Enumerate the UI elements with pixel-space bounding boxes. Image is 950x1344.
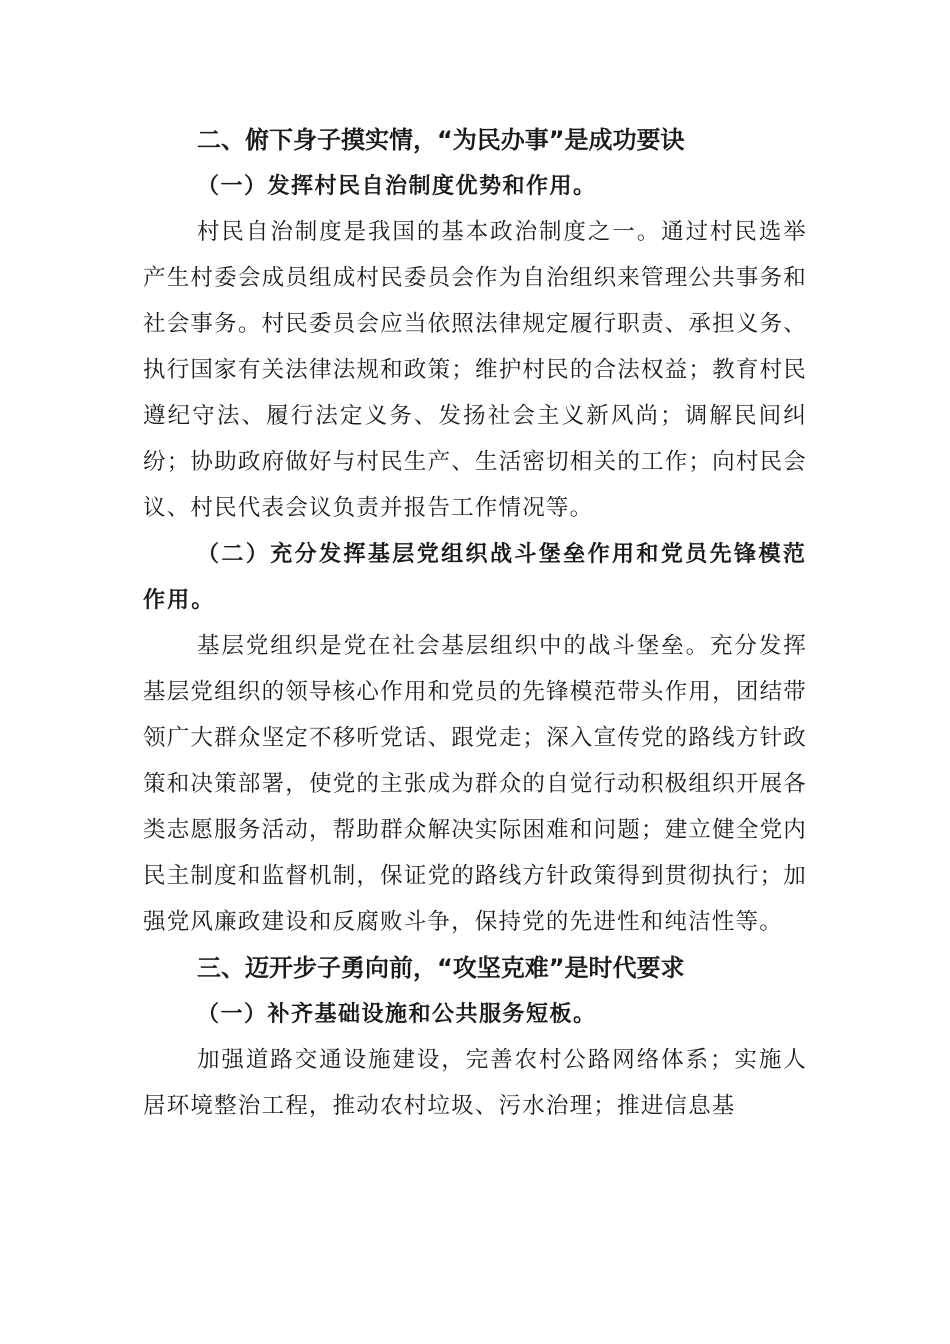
section-3-paragraph-1: 加强道路交通设施建设，完善农村公路网络体系；实施人居环境整治工程，推动农村垃圾、污水治理；推进信息基 bbox=[143, 1047, 807, 1119]
section-3-heading: 三、迈开步子勇向前，“攻坚克难”是时代要求 bbox=[197, 954, 685, 982]
section-2-heading: 二、俯下身子摸实情，“为民办事”是成功要诀 bbox=[197, 126, 685, 154]
document-body bbox=[143, 117, 807, 1129]
section-2-subheading-2: （二）充分发挥基层党组织战斗堡垒作用和党员先锋模范作用。 bbox=[143, 541, 807, 613]
section-2-paragraph-2: 基层党组织是党在社会基层组织中的战斗堡垒。充分发挥基层党组织的领导核心作用和党员的先锋模范带头作用，团结带领广大群众坚定不移听党话、跟党走；深入宣传党的路线方针政策和决策部署，使党的主张成为群众的自觉行动积极组织开展各类志愿服务活动，帮助群众解决实际困难和问题；建立健全党内民主制度和监督机制，保证党的路线方针政策得到贯彻执行；加强党风廉政建设和反腐败斗争，保持党的先进性和纯洁性等。 bbox=[143, 633, 807, 935]
section-2-paragraph-1: 村民自治制度是我国的基本政治制度之一。通过村民选举产生村委会成员组成村民委员会作为自治组织来管理公共事务和社会事务。村民委员会应当依照法律规定履行职责、承担义务、执行国家有关法律法规和政策；维护村民的合法权益；教育村民遵纪守法、履行法定义务、发扬社会主义新风尚；调解民间纠纷；协助政府做好与村民生产、生活密切相关的工作；向村民会议、村民代表会议负责并报告工作情况等。 bbox=[143, 219, 807, 521]
section-2-subheading-1: （一）发挥村民自治制度优势和作用。 bbox=[197, 173, 597, 199]
section-3-subheading-1: （一）补齐基础设施和公共服务短板。 bbox=[197, 1001, 597, 1027]
